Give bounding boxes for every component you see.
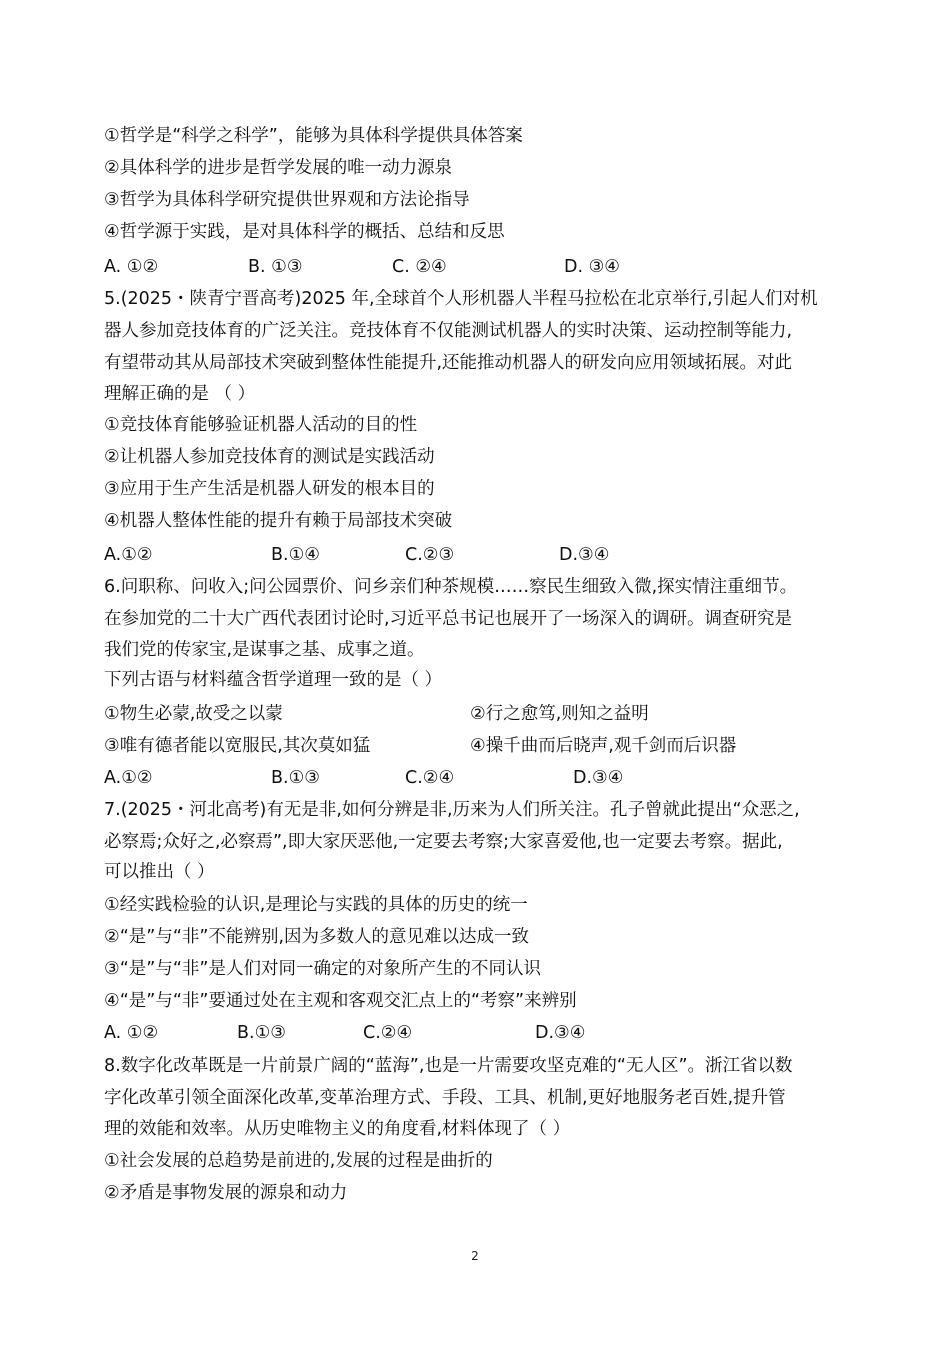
q7-statement-3: ③“是”与“非”是人们对同一确定的对象所产生的不同认识 — [104, 959, 541, 979]
q4-option-a: A. ①② — [104, 257, 159, 277]
q6-option-a: A.①② — [104, 768, 153, 788]
q5-option-d: D.③④ — [559, 545, 610, 565]
q4-statement-4: ④哲学源于实践，是对具体科学的概括、总结和反思 — [104, 222, 505, 242]
q6-statement-4: ④操千曲而后晓声,观千剑而后识器 — [470, 736, 737, 756]
q7-option-b: B.①③ — [237, 1023, 286, 1043]
q6-options — [104, 766, 704, 790]
q5-statement-3: ③应用于生产生活是机器人研发的根本目的 — [104, 479, 435, 499]
q8-statement-1: ①社会发展的总趋势是前进的,发展的过程是曲折的 — [104, 1151, 493, 1171]
q4-option-c: C. ②④ — [392, 257, 447, 277]
q5-options — [104, 543, 704, 567]
q6-stem-line-3: 我们党的传家宝,是谋事之基、成事之道。 — [104, 640, 425, 660]
q4-option-d: D. ③④ — [564, 257, 620, 277]
q7-statement-1: ①经实践检验的认识,是理论与实践的具体的历史的统一 — [104, 895, 528, 915]
q6-stem-line-1: 6.问职称、问收入;问公园票价、问乡亲们种茶规模……察民生细致入微,探实情注重细节。 — [104, 577, 798, 597]
q8-stem-line-2: 字化改革引领全面深化改革,变革治理方式、手段、工具、机制,更好地服务老百姓,提升管 — [104, 1088, 786, 1108]
q5-statement-1: ①竞技体育能够验证机器人活动的目的性 — [104, 415, 418, 435]
q4-statement-1: ①哲学是“科学之科学”，能够为具体科学提供具体答案 — [104, 126, 523, 146]
q5-statement-2: ②让机器人参加竞技体育的测试是实践活动 — [104, 447, 435, 467]
q4-options — [104, 255, 704, 279]
q7-stem-line-2: 必察焉;众好之,必察焉”,即大家厌恶他,一定要去考察;大家喜爱他,也一定要去考察。据此, — [104, 832, 783, 852]
q6-option-b: B.①③ — [271, 768, 320, 788]
q5-stem-line-3: 有望带动其从局部技术突破到整体性能提升,还能推动机器人的研发向应用领域拓展。对此 — [104, 353, 793, 373]
q7-option-a: A. ①② — [104, 1023, 159, 1043]
q6-statement-1: ①物生必蒙,故受之以蒙 — [104, 704, 283, 724]
q8-stem-line-3: 理的效能和效率。从历史唯物主义的角度看,材料体现了（ ） — [104, 1119, 571, 1139]
q8-statement-2: ②矛盾是事物发展的源泉和动力 — [104, 1183, 348, 1203]
q4-statement-2: ②具体科学的进步是哲学发展的唯一动力源泉 — [104, 158, 453, 178]
q7-statement-4: ④“是”与“非”要通过处在主观和客观交汇点上的“考察”来辨别 — [104, 991, 577, 1011]
q5-option-c: C.②③ — [405, 545, 455, 565]
q7-stem-line-3: 可以推出（ ） — [104, 862, 215, 882]
q6-stem-line-2: 在参加党的二十大广西代表团讨论时,习近平总书记也展开了一场深入的调研。调查研究是 — [104, 609, 793, 629]
q7-stem-line-1: 7.(2025・河北高考)有无是非,如何分辨是非,历来为人们所关注。孔子曾就此提出“众恶之, — [104, 800, 800, 820]
q6-option-c: C.②④ — [405, 768, 455, 788]
q7-option-d: D.③④ — [535, 1023, 586, 1043]
q6-stem-line-4: 下列古语与材料蕴含哲学道理一致的是（ ） — [104, 670, 443, 690]
q4-statement-3: ③哲学为具体科学研究提供世界观和方法论指导 — [104, 190, 470, 210]
q5-statement-4: ④机器人整体性能的提升有赖于局部技术突破 — [104, 511, 453, 531]
q5-stem-line-4: 理解正确的是 （ ） — [104, 384, 256, 404]
q6-statement-2: ②行之愈笃,则知之益明 — [470, 704, 649, 724]
q5-stem-line-2: 器人参加竞技体育的广泛关注。竞技体育不仅能测试机器人的实时决策、运动控制等能力, — [104, 321, 793, 341]
q5-stem-line-1: 5.(2025・陕青宁晋高考)2025 年,全球首个人形机器人半程马拉松在北京举行,引起人们对机 — [104, 289, 818, 309]
q7-option-c: C.②④ — [363, 1023, 413, 1043]
q6-option-d: D.③④ — [573, 768, 624, 788]
page-number: 2 — [471, 1249, 479, 1263]
q6-statement-3: ③唯有德者能以宽服民,其次莫如猛 — [104, 736, 371, 756]
q8-stem-line-1: 8.数字化改革既是一片前景广阔的“蓝海”,也是一片需要攻坚克难的“无人区”。浙江省以数 — [104, 1056, 793, 1076]
q5-option-a: A.①② — [104, 545, 153, 565]
q5-option-b: B.①④ — [271, 545, 320, 565]
q7-options — [104, 1021, 704, 1045]
q7-statement-2: ②“是”与“非”不能辨别,因为多数人的意见难以达成一致 — [104, 927, 530, 947]
q4-option-b: B. ①③ — [248, 257, 303, 277]
